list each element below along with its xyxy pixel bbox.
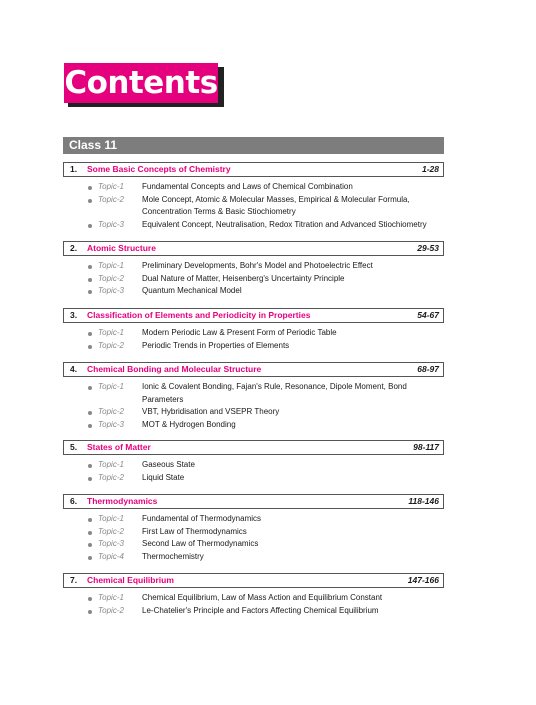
chapter-pages: 118-146 [408,496,439,506]
topic-label: Topic-1 [98,382,124,391]
topic-title: Liquid State [142,472,185,482]
topic-list [63,513,444,563]
topic-title: Equivalent Concept, Neutralisation, Redox Titration and Advanced Stiochiometry [142,219,427,229]
bullet-icon [88,411,92,415]
bullet-icon [88,345,92,349]
bullet-icon [88,199,92,203]
chapter-header[interactable] [63,573,444,588]
topic-title: Le-Chatelier's Principle and Factors Affecting Chemical Equilibrium [142,605,379,615]
chapter-pages: 98-117 [413,442,439,452]
chapter-title[interactable]: Some Basic Concepts of Chemistry [87,164,231,174]
bullet-icon [88,186,92,190]
topic-item[interactable] [63,406,444,419]
chapter-pages: 147-166 [407,575,439,585]
topic-label: Topic-1 [98,514,124,523]
bullet-icon [88,424,92,428]
topic-label: Topic-2 [98,407,124,416]
chapter-3 [63,308,444,352]
topic-list [63,327,444,352]
chapter-number: 5. [70,442,78,452]
topic-item[interactable] [63,472,444,485]
topic-label: Topic-3 [98,286,124,295]
chapter-title[interactable]: Chemical Bonding and Molecular Structure [87,364,262,374]
bullet-icon [88,531,92,535]
topic-item[interactable] [63,526,444,539]
chapter-pages: 54-67 [417,310,439,320]
topic-item[interactable] [63,381,444,406]
chapter-number: 7. [70,575,78,585]
topic-label: Topic-2 [98,472,124,482]
topic-item[interactable] [63,273,444,286]
topic-item[interactable] [63,327,444,340]
chapter-6 [63,494,444,563]
topic-label: Topic-2 [98,194,124,204]
topic-label: Topic-3 [98,219,124,229]
chapter-title[interactable]: Atomic Structure [87,243,156,253]
topic-title: Dual Nature of Matter, Heisenberg's Uncertainty Principle [142,273,345,283]
chapter-header[interactable] [63,162,444,177]
bullet-icon [88,332,92,336]
topic-title: Fundamental Concepts and Laws of Chemical Combination [142,182,353,191]
topic-item[interactable] [63,181,444,194]
bullet-icon [88,477,92,481]
chapter-2 [63,241,444,298]
topic-label: Topic-1 [98,593,124,602]
bullet-icon [88,518,92,522]
topic-list [63,459,444,484]
chapter-pages: 68-97 [417,364,439,374]
topic-label: Topic-3 [98,539,124,548]
bullet-icon [88,290,92,294]
chapter-title[interactable]: Chemical Equilibrium [87,575,174,585]
bullet-icon [88,597,92,601]
topic-label: Topic-3 [98,419,124,429]
bullet-icon [88,224,92,228]
topic-label: Topic-4 [98,551,124,561]
topic-item[interactable] [63,219,444,232]
class-header: Class 11 [63,137,444,154]
chapter-number: 2. [70,243,78,253]
topic-label: Topic-1 [98,328,124,337]
topic-title: Mole Concept, Atomic & Molecular Masses, Empirical & Molecular Formula, Concentration Terms & Basic Stiochiometry [142,194,410,216]
topic-list [63,181,444,231]
topic-title: Second Law of Thermodynamics [142,539,259,548]
chapter-header[interactable] [63,241,444,256]
topic-item[interactable] [63,285,444,298]
bullet-icon [88,278,92,282]
topic-list [63,381,444,431]
topic-title: First Law of Thermodynamics [142,526,247,536]
chapter-number: 6. [70,496,78,506]
chapter-header[interactable] [63,494,444,509]
chapter-title[interactable]: Classification of Elements and Periodicity in Properties [87,310,311,320]
topic-item[interactable] [63,419,444,432]
chapter-title[interactable]: States of Matter [87,442,151,452]
chapter-1 [63,162,444,231]
chapter-number: 4. [70,364,78,374]
bullet-icon [88,610,92,614]
topic-label: Topic-1 [98,182,124,191]
topic-list [63,592,444,617]
topic-item[interactable] [63,194,444,219]
chapter-5 [63,440,444,484]
topic-item[interactable] [63,340,444,353]
chapter-header[interactable] [63,308,444,323]
chapter-title[interactable]: Thermodynamics [87,496,158,506]
contents-heading [64,63,224,105]
topic-item[interactable] [63,538,444,551]
topic-label: Topic-2 [98,273,124,283]
bullet-icon [88,464,92,468]
topic-list [63,260,444,298]
topic-title: Ionic & Covalent Bonding, Fajan's Rule, Resonance, Dipole Moment, Bond Parameters [142,382,407,404]
topic-item[interactable] [63,513,444,526]
chapter-header[interactable] [63,362,444,377]
topic-title: Modern Periodic Law & Present Form of Periodic Table [142,328,337,337]
bullet-icon [88,543,92,547]
topic-title: Thermochemistry [142,551,204,561]
topic-item[interactable] [63,459,444,472]
chapter-pages: 1-28 [421,164,439,174]
bullet-icon [88,556,92,560]
chapter-7 [63,573,444,617]
topic-item[interactable] [63,605,444,618]
topic-item[interactable] [63,260,444,273]
topic-title: Periodic Trends in Properties of Elements [142,340,290,350]
topic-title: Chemical Equilibrium, Law of Mass Action and Equilibrium Constant [142,593,383,602]
topic-item[interactable] [63,551,444,564]
topic-label: Topic-2 [98,605,124,615]
topic-item[interactable] [63,592,444,605]
topic-label: Topic-1 [98,261,124,270]
chapter-number: 3. [70,310,78,320]
chapter-number: 1. [70,164,78,174]
topic-label: Topic-1 [98,460,124,469]
topic-title: MOT & Hydrogen Bonding [142,419,236,429]
page-title: Contents [64,65,218,101]
chapter-4 [63,362,444,431]
chapter-pages: 29-53 [417,243,439,253]
topic-label: Topic-2 [98,526,124,536]
topic-title: Fundamental of Thermodynamics [142,514,262,523]
chapter-header[interactable] [63,440,444,455]
topic-title: Gaseous State [142,460,195,469]
bullet-icon [88,386,92,390]
topic-title: Quantum Mechanical Model [142,286,242,295]
bullet-icon [88,265,92,269]
topic-label: Topic-2 [98,340,124,350]
topic-title: Preliminary Developments, Bohr's Model and Photoelectric Effect [142,261,373,270]
topic-title: VBT, Hybridisation and VSEPR Theory [142,407,280,416]
